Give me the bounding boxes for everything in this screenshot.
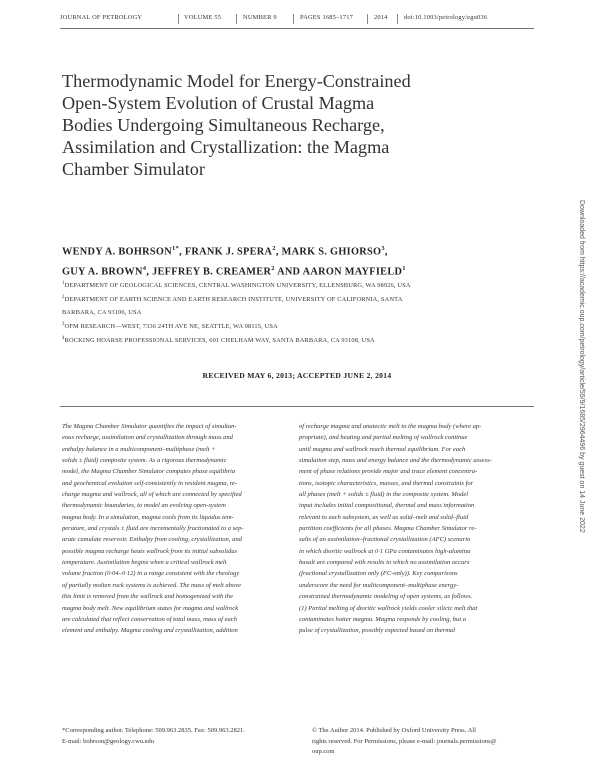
page-range: PAGES 1685–1717 [300,14,354,21]
abstract-line: possible magma recharge heats wallrock from its initial subsolidus [62,547,238,555]
author-affil-marker: 4 [142,265,147,273]
header-divider [367,14,368,24]
author-affil-marker: 1 [402,265,406,273]
abstract-column-right [299,421,521,637]
author-name: FRANK J. SPERA [184,246,273,258]
abstract-line: enthalpy balance in a multicomponent–multiphase (melt + [62,445,216,453]
abstract-line: partition coefficients for all phases. Magma Chamber Simulator re- [299,525,477,533]
author-separator: , [384,246,388,258]
corresponding-author-footnote [62,726,287,747]
abstract-line: magma body melt. New equilibrium states for magma and wallrock [62,604,239,612]
abstract-line: volume fraction (0·04–0·12) in a range consistent with the rheology [62,570,240,578]
affiliation [62,333,532,347]
author-name: GUY A. BROWN [62,266,143,278]
title-line: Open-System Evolution of Crustal Magma [62,93,375,113]
abstract-line: sults of an assimilation–fractional crystallization (AFC) scenario [299,536,471,544]
abstract-line: (fractional crystallization only (FC-only)). Key comparisons [299,570,458,578]
abstract-line: eous recharge, assimilation and crystallization through mass and [62,434,233,442]
affiliation-marker: 3 [62,321,65,327]
affiliation-marker: 2 [62,295,65,301]
affiliation-marker: 4 [62,336,65,342]
issue-number: NUMBER 9 [243,14,277,21]
author-separator: AND [274,266,303,278]
abstract-line: pulse of crystallization, possibly expected based on thermal [299,627,456,635]
copyright-line: oup.com [312,748,335,755]
author-name: AARON MAYFIELD [302,266,403,278]
header-divider [293,14,294,24]
abstract-line: of recharge magma and anatectic melt to the magma body (where ap- [299,423,482,430]
abstract-line: charge magma and wallrock, all of which are connected by specified [62,491,242,499]
abstract-line: are calculated that reflect conservation of total mass, mass of each [62,615,237,623]
abstract-line: ment of phase relations provide major and trace element concentra- [299,468,478,476]
abstract-line: propriate), and heating and partial melting of wallrock continue [299,434,468,442]
affiliation-text: DEPARTMENT OF GEOLOGICAL SCIENCES, CENTRAL WASHINGTON UNIVERSITY, ELLENSBURG, WA 98926, USA [64,282,411,290]
abstract-line: underscore the need for multicomponent–multiphase energy- [299,581,459,589]
abstract-line: this limit is removed from the wallrock and homogenized with the [62,593,233,601]
author-affil-marker: 2 [271,265,275,273]
abstract-top-rule [60,406,534,407]
abstract-line: simulation step, mass and energy balance and the thermodynamic assess- [299,457,492,465]
header-divider [236,14,237,24]
header-divider [178,14,179,24]
affiliation-text: DEPARTMENT OF EARTH SCIENCE AND EARTH RESEARCH INSTITUTE, UNIVERSITY OF CALIFORNIA, SANTA [64,296,403,304]
abstract-line: in which dioritic wallrock at 0·1 GPa contaminates high-alumina [299,547,471,555]
copyright-line: © The Author 2014. Published by Oxford University Press. All [312,727,476,734]
affiliation-list [62,278,532,348]
footnote-email: E-mail: bohrson@geology.cwu.edu [62,737,155,745]
author-separator: , [146,266,153,278]
title-line: Assimilation and Crystallization: the Magma [62,137,390,157]
affiliation [62,319,532,333]
author-separator: , [179,246,185,258]
author-affil-marker: 1* [171,245,180,252]
title-line: Chamber Simulator [62,159,205,179]
copyright-notice [312,726,534,758]
abstract-line: perature, and crystals ± fluid are incrementally fractionated to a sep- [62,525,244,533]
author-affil-marker: 3 [381,245,385,252]
author-list [62,240,532,281]
affiliation-text: ROCKING HOARSE PROFESSIONAL SERVICES, 601 CHELHAM WAY, SANTA BARBARA, CA 93108, USA [64,337,375,345]
doi: doi:10.1093/petrology/egu036 [404,14,488,21]
abstract-column-left [62,421,284,637]
abstract-line: thermodynamic boundaries, to model an evolving open-system [62,502,226,510]
footnote-line: *Corresponding author. Telephone: 509.963.2835. Fax: 509.963.2821. [62,727,245,734]
received-accepted-dates: RECEIVED MAY 6, 2013; ACCEPTED JUNE 2, 2014 [202,371,392,380]
author-affil-marker: 2 [272,245,276,252]
abstract-line: The Magma Chamber Simulator quantifies the impact of simultan- [62,423,237,430]
volume: VOLUME 55 [184,14,222,21]
affiliation [62,292,532,306]
author-name: JEFFREY B. CREAMER [152,266,272,278]
abstract-line: and geochemical evolution self-consistently in resident magma, re- [62,479,238,487]
abstract-line: solids ± fluid) composite system. As a rigorous thermodynamic [62,457,227,465]
year: 2014 [374,14,388,21]
abstract-line: element and enthalpy. Magma cooling and crystallization, addition [62,627,238,635]
download-watermark-text: Downloaded from https://academic.oup.com/petrology/article/55/9/1685/2964496 by guest on 14 June 2022 [578,200,585,533]
article-title [62,70,532,180]
journal-name: JOURNAL OF PETROLOGY [60,14,143,21]
affiliation-marker: 1 [62,281,65,286]
author-name: WENDY A. BOHRSON [62,246,172,258]
abstract-line: contaminates hotter magma. Magma responds by cooling, but a [299,615,467,623]
header-divider [397,14,398,24]
header-rule [60,28,534,29]
running-header [60,14,530,26]
abstract-line: constrained thermodynamic modeling of open systems, as follows. [299,593,473,601]
abstract-line: model, the Magma Chamber Simulator computes phase equilibria [62,468,236,476]
abstract-line: of partially molten rock systems is achieved. The mass of melt above [62,581,242,589]
abstract-line: tions, isotopic characteristics, masses, and thermal constraints for [299,479,474,487]
title-line: Bodies Undergoing Simultaneous Recharge, [62,115,385,135]
abstract-line: (1) Partial melting of dioritic wallrock yields cooler silicic melt that [299,604,478,612]
author-line-1 [62,240,532,260]
abstract-line: relevant to each subsystem, as well as solid–melt and solid–fluid [299,513,469,521]
title-line: Thermodynamic Model for Energy-Constrained [62,71,411,91]
abstract-line: magma body. In a simulation, magma cools from its liquidus tem- [62,513,234,521]
abstract-line: until magma and wallrock reach thermal equilibrium. For each [299,445,466,453]
author-separator: , [275,246,282,258]
affiliation-text: BARBARA, CA 93106, USA [62,308,142,316]
abstract-line: temperature. Assimilation begins when a critical wallrock melt [62,559,227,567]
affiliation-continued [62,307,532,319]
affiliation-text: OFM RESEARCH—WEST, 7336 24TH AVE NE, SEATTLE, WA 98115, USA [64,322,278,330]
abstract-line: all phases (melt + solids ± fluid) in the composite system. Model [299,491,469,499]
affiliation [62,278,532,292]
abstract-line: input includes initial compositional, thermal and mass information [299,502,475,510]
abstract-line: basalt are compared with results in which no assimilation occurs [299,559,470,567]
copyright-line: rights reserved. For Permissions, please e-mail: journals.permissions@ [312,737,497,745]
author-name: MARK S. GHIORSO [281,246,382,258]
download-watermark [578,200,593,580]
abstract-line: arate cumulate reservoir. Enthalpy from cooling, crystallization, and [62,536,242,544]
